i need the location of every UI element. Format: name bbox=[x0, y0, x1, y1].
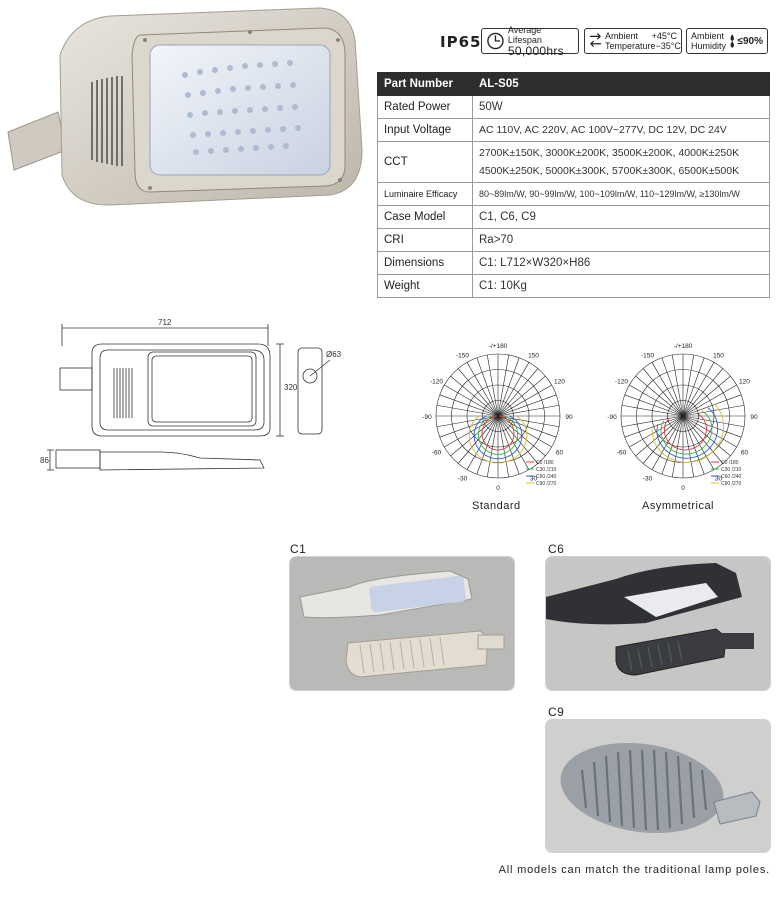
legend-label: C30 /210 bbox=[721, 467, 742, 473]
humidity-label-ambient: Ambient bbox=[691, 31, 725, 41]
variant-photo-c1 bbox=[290, 557, 514, 690]
height-dimension: 86 bbox=[40, 456, 49, 465]
row-key: CCT bbox=[378, 142, 473, 183]
polar-angle-label: -120 bbox=[615, 378, 629, 386]
row-key: Case Model bbox=[378, 206, 473, 229]
row-key: Weight bbox=[378, 275, 473, 298]
cct-line-1: 2700K±150K, 3000K±200K, 3500K±200K, 4000K±250K bbox=[479, 147, 740, 159]
asymmetrical-caption: Asymmetrical bbox=[642, 500, 715, 512]
variant-photo-c6 bbox=[546, 557, 770, 690]
lifespan-label: Average Lifespan bbox=[507, 25, 542, 45]
lifespan-badge bbox=[481, 25, 579, 58]
polar-angle-label: -60 bbox=[616, 449, 627, 457]
variant-label-c1: C1 bbox=[290, 542, 307, 556]
polar-angle-label: -30 bbox=[642, 475, 653, 483]
table-row bbox=[378, 275, 770, 298]
polar-angle-label: 0 bbox=[496, 485, 500, 492]
footer-note: All models can match the traditional lamp poles. bbox=[498, 864, 770, 876]
droplet-icon bbox=[728, 32, 736, 50]
polar-angle-label: 0 bbox=[681, 485, 685, 492]
temp-label-temperature: Temperature bbox=[605, 41, 656, 51]
length-dimension: 712 bbox=[158, 318, 172, 327]
row-key: Luminaire Efficacy bbox=[378, 183, 473, 206]
light-distribution-curve bbox=[661, 411, 712, 454]
ip-rating: IP65 bbox=[440, 33, 482, 51]
temp-low: −35°C bbox=[655, 41, 681, 51]
table-row bbox=[378, 142, 770, 183]
variant-label-c6: C6 bbox=[548, 542, 565, 556]
row-key: CRI bbox=[378, 229, 473, 252]
polar-angle-label: -150 bbox=[640, 352, 655, 360]
variant-photo-c9 bbox=[546, 720, 770, 852]
polar-angle-label: 30 bbox=[714, 475, 723, 483]
temperature-badge bbox=[584, 28, 682, 54]
temperature-arrows-icon bbox=[589, 32, 602, 50]
clock-icon bbox=[486, 31, 505, 51]
polar-angle-label: 60 bbox=[740, 449, 749, 457]
polar-chart-standard bbox=[418, 336, 578, 496]
humidity-value: ≤90% bbox=[737, 35, 763, 47]
table-row bbox=[378, 96, 770, 119]
variant-label-c9: C9 bbox=[548, 705, 565, 719]
row-value bbox=[473, 142, 770, 183]
legend-label: C90 /270 bbox=[721, 481, 742, 487]
row-key: Input Voltage bbox=[378, 119, 473, 142]
row-value: C1: 10Kg bbox=[473, 275, 770, 298]
legend-label: C60 /240 bbox=[536, 474, 557, 480]
polar-angle-label: -150 bbox=[455, 352, 470, 360]
polar-angle-label: 60 bbox=[555, 449, 564, 457]
table-row bbox=[378, 229, 770, 252]
polar-angle-label: 150 bbox=[713, 352, 724, 360]
specification-table bbox=[377, 72, 770, 298]
polar-angle-label: -60 bbox=[431, 449, 442, 457]
legend-label: C60 /240 bbox=[721, 474, 742, 480]
row-value: C1: L712×W320×H86 bbox=[473, 252, 770, 275]
legend-label: C0 /180 bbox=[536, 460, 554, 466]
polar-angle-label: 120 bbox=[554, 378, 565, 386]
table-row bbox=[378, 183, 770, 206]
header-value: AL-S05 bbox=[473, 73, 770, 96]
row-value: Ra>70 bbox=[473, 229, 770, 252]
polar-angle-label: 90 bbox=[565, 414, 573, 421]
row-value: 50W bbox=[473, 96, 770, 119]
row-value: 80~89lm/W, 90~99lm/W, 100~109lm/W, 110~129lm/W, ≥130lm/W bbox=[473, 183, 770, 206]
polar-angle-label: -/+180 bbox=[673, 343, 693, 350]
pole-diameter: Ø63 bbox=[326, 350, 342, 359]
dimension-drawing bbox=[40, 318, 340, 488]
technical-drawing bbox=[40, 318, 340, 488]
polar-angle-label: -/+180 bbox=[488, 343, 508, 350]
width-dimension: 320 bbox=[284, 383, 298, 392]
row-value: C1, C6, C9 bbox=[473, 206, 770, 229]
polar-angle-label: -30 bbox=[457, 475, 468, 483]
header-key: Part Number bbox=[378, 73, 473, 96]
row-value: AC 110V, AC 220V, AC 100V~277V, DC 12V, DC 24V bbox=[473, 119, 770, 142]
polar-angle-label: -90 bbox=[607, 414, 617, 421]
street-light-photo bbox=[0, 0, 370, 300]
polar-angle-label: -120 bbox=[430, 378, 444, 386]
polar-angle-label: 150 bbox=[528, 352, 539, 360]
table-row bbox=[378, 73, 770, 96]
polar-angle-label: -90 bbox=[422, 414, 432, 421]
polar-angle-label: 120 bbox=[739, 378, 750, 386]
table-row bbox=[378, 206, 770, 229]
humidity-label-humidity: Humidity bbox=[691, 41, 727, 51]
standard-caption: Standard bbox=[472, 500, 521, 512]
row-key: Dimensions bbox=[378, 252, 473, 275]
lifespan-value: 50,000hrs bbox=[507, 44, 564, 58]
legend-label: C0 /180 bbox=[721, 460, 739, 466]
temp-label-ambient: Ambient bbox=[605, 31, 639, 41]
table-row bbox=[378, 252, 770, 275]
temp-high: +45°C bbox=[651, 31, 677, 41]
table-row bbox=[378, 119, 770, 142]
polar-angle-label: 90 bbox=[750, 414, 758, 421]
cct-line-2: 4500K±250K, 5000K±300K, 5700K±300K, 6500K±500K bbox=[479, 165, 740, 177]
legend-label: C30 /210 bbox=[536, 467, 557, 473]
row-key: Rated Power bbox=[378, 96, 473, 119]
legend-label: C90 /270 bbox=[536, 481, 557, 487]
polar-angle-label: 30 bbox=[529, 475, 538, 483]
polar-chart-asymmetrical bbox=[603, 336, 763, 496]
humidity-badge bbox=[686, 28, 768, 54]
